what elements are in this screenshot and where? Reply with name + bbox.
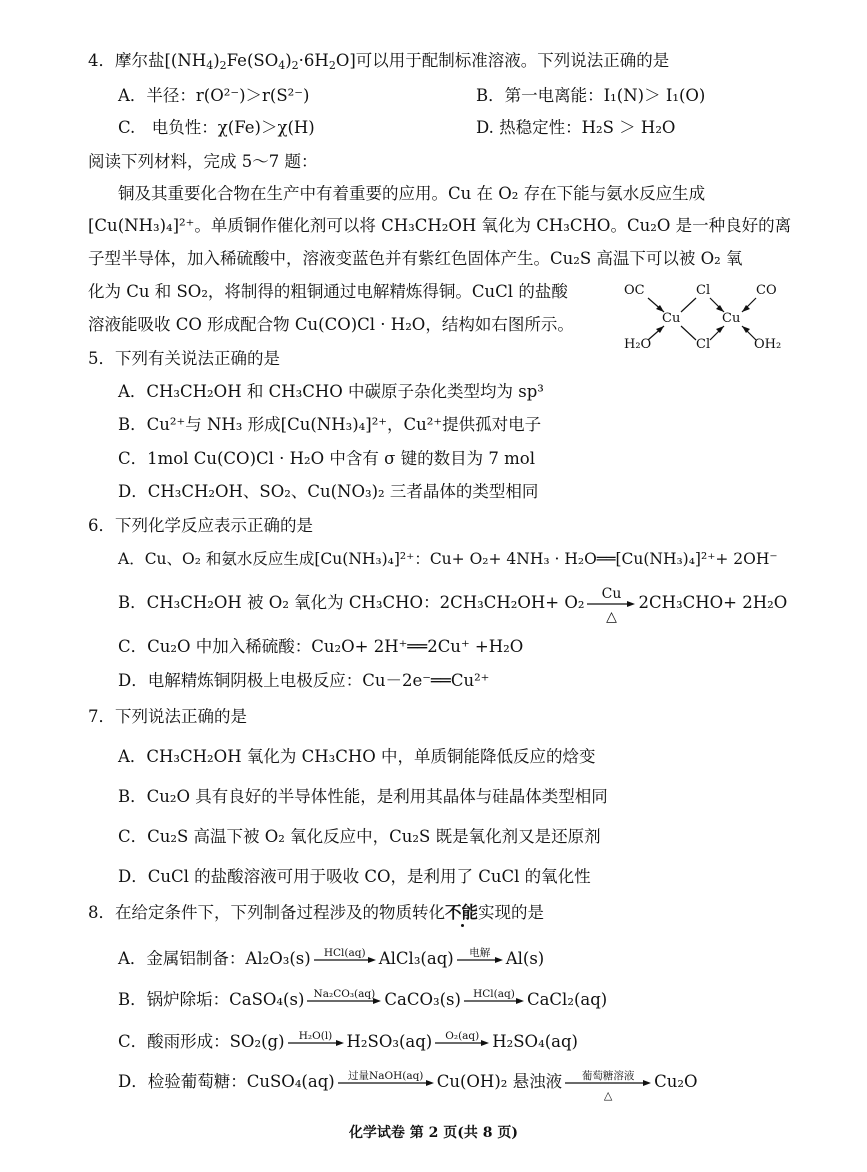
structure-cl-top-label: Cl	[696, 283, 711, 298]
q6-reaction-arrow	[587, 585, 635, 625]
q7-option-c: C．Cu₂S 高温下被 O₂ 氧化反应中，Cu₂S 既是氧化剂又是还原剂	[118, 827, 601, 846]
q6-heat-symbol: △	[606, 608, 617, 625]
structure-cu-right-label: Cu	[722, 311, 741, 326]
structure-h2o-label: H₂O	[624, 337, 652, 352]
q7-option-b: B．Cu₂O 具有良好的半导体性能，是利用其晶体与硅晶体类型相同	[118, 787, 608, 806]
reading-intro: 阅读下列材料，完成 5～7 题：	[88, 152, 318, 171]
structure-oc-label: OC	[624, 283, 645, 298]
q6-catalyst-label: Cu	[601, 585, 622, 602]
q4-option-c: C. 电负性：χ(Fe)＞χ(H)	[118, 118, 315, 137]
q6-option-a: A．Cu、O₂ 和氨水反应生成[Cu(NH₃)₄]²⁺：Cu+ O₂+ 4NH₃ · H₂O══[Cu(NH₃)₄]²⁺+ 2OH⁻	[118, 550, 778, 568]
q5-option-b: B．Cu²⁺与 NH₃ 形成[Cu(NH₃)₄]²⁺，Cu²⁺提供孤对电子	[118, 415, 542, 434]
q5-option-d: D．CH₃CH₂OH、SO₂、Cu(NO₃)₂ 三者晶体的类型相同	[118, 482, 539, 501]
q4-option-b: B．第一电离能：I₁(N)＞ I₁(O)	[476, 86, 706, 105]
material-line-1: 铜及其重要化合物在生产中有着重要的应用。Cu 在 O₂ 存在下能与氨水反应生成	[118, 184, 706, 203]
q6-option-b	[118, 585, 788, 625]
q4-option-a: A．半径：r(O²⁻)＞r(S²⁻)	[118, 86, 310, 105]
q8-d-arrow-2: 葡萄糖溶液 △	[565, 1079, 651, 1087]
structure-cu-left-label: Cu	[662, 311, 681, 326]
material-line-5: 溶液能吸收 CO 形成配合物 Cu(CO)Cl · H₂O，结构如右图所示。	[88, 315, 574, 334]
q8-b-arrow-1: Na₂CO₃(aq)	[307, 997, 381, 1005]
q8-c-arrow-2: O₂(aq)	[435, 1039, 489, 1047]
q6-option-c: C．Cu₂O 中加入稀硫酸：Cu₂O+ 2H⁺══2Cu⁺ +H₂O	[118, 637, 524, 656]
q7-stem: 7．下列说法正确的是	[88, 707, 247, 726]
q8-d-arrow-1: 过量NaOH(aq)	[338, 1079, 434, 1087]
structure-co-label: CO	[756, 283, 777, 298]
q8-b-arrow-2: HCl(aq)	[464, 997, 524, 1005]
material-line-2: [Cu(NH₃)₄]²⁺。单质铜作催化剂可以将 CH₃CH₂OH 氧化为 CH₃CHO。Cu₂O 是一种良好的离	[88, 216, 792, 235]
q8-a-arrow-2: 电解	[457, 956, 503, 964]
q5-option-c: C．1mol Cu(CO)Cl · H₂O 中含有 σ 键的数目为 7 mol	[118, 449, 536, 468]
q4-option-d: D. 热稳定性：H₂S ＞ H₂O	[476, 118, 676, 137]
q8-option-d: D．检验葡萄糖：CuSO₄(aq) 过量NaOH(aq) Cu(OH)₂ 悬浊液 葡萄糖溶液 △ Cu₂O	[118, 1069, 698, 1102]
q6-stem: 6．下列化学反应表示正确的是	[88, 516, 313, 535]
q7-option-d: D．CuCl 的盐酸溶液可用于吸收 CO，是利用了 CuCl 的氧化性	[118, 867, 591, 886]
structure-oh2-label: OH₂	[754, 337, 782, 352]
q8-emphasis-not: 不能	[445, 903, 478, 922]
q8-option-b: B．锅炉除垢：CaSO₄(s) Na₂CO₃(aq) CaCO₃(s) HCl(aq) CaCl₂(aq)	[118, 987, 608, 1009]
q5-stem: 5．下列有关说法正确的是	[88, 349, 280, 368]
material-line-3: 子型半导体，加入稀硫酸中，溶液变蓝色并有紫红色固体产生。Cu₂S 高温下可以被 O₂ 氧	[88, 249, 743, 268]
q6-option-b-products: 2CH₃CHO+ 2H₂O	[638, 593, 788, 612]
cu-co-cl-structure-diagram	[618, 278, 788, 360]
q8-option-a: A．金属铝制备：Al₂O₃(s) HCl(aq) AlCl₃(aq) 电解 Al(s)	[118, 946, 545, 968]
q4-stem: 4．摩尔盐$[(NH_4)_2Fe(SO_4)_2\cdot 6H_2O]$可以用于配制标准溶液。下列说法正确的是	[88, 51, 670, 72]
q6-option-b-reactants: B．CH₃CH₂OH 被 O₂ 氧化为 CH₃CHO：2CH₃CH₂OH+ O₂	[118, 593, 585, 612]
q6-option-d: D．电解精炼铜阴极上电极反应：Cu－2e⁻══Cu²⁺	[118, 671, 490, 690]
q8-c-arrow-1: H₂O(l)	[288, 1039, 344, 1047]
q5-option-a: A．CH₃CH₂OH 和 CH₃CHO 中碳原子杂化类型均为 sp³	[118, 382, 544, 401]
q7-option-a: A．CH₃CH₂OH 氧化为 CH₃CHO 中，单质铜能降低反应的焓变	[118, 747, 596, 766]
material-line-4: 化为 Cu 和 SO₂，将制得的粗铜通过电解精炼得铜。CuCl 的盐酸	[88, 282, 568, 301]
page-footer: 化学试卷 第 2 页(共 8 页)	[348, 1125, 519, 1141]
q8-a-arrow-1: HCl(aq)	[314, 956, 376, 964]
q8-option-c: C．酸雨形成：SO₂(g) H₂O(l) H₂SO₃(aq) O₂(aq) H₂SO₄(aq)	[118, 1029, 578, 1051]
q8-stem: 8．在给定条件下，下列制备过程涉及的物质转化不能实现的是	[88, 903, 544, 922]
structure-cl-bottom-label: Cl	[696, 337, 711, 352]
